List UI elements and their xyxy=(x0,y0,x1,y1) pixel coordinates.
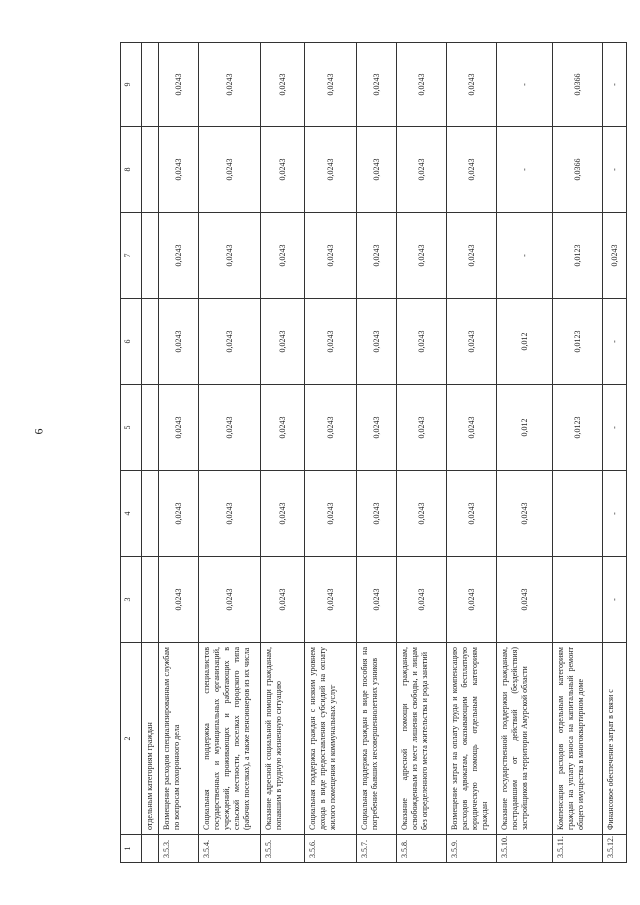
row-description: Компенсация расходов отдельным категориям граждан на уплату взноса на капитальный ремонт общего имущества в многоквартирном доме xyxy=(553,643,603,835)
value-cell: 0,0243 xyxy=(159,557,199,643)
value-cell: 0,0243 xyxy=(199,213,261,299)
column-header: 7 xyxy=(121,213,142,299)
row-code: 3.5.4. xyxy=(199,835,261,863)
value-cell xyxy=(553,471,603,557)
value-cell: - xyxy=(603,557,627,643)
value-cell: 0,0243 xyxy=(159,127,199,213)
value-cell: 0,0243 xyxy=(159,471,199,557)
value-cell: 0,0243 xyxy=(603,213,627,299)
table-row xyxy=(603,43,627,863)
value-cell: 0,0243 xyxy=(357,299,397,385)
column-header: 4 xyxy=(121,471,142,557)
value-cell xyxy=(142,557,159,643)
table-row xyxy=(159,43,199,863)
row-description: Оказание адресной помощи гражданам, освобожденным из мест лишения свободы, и лицам без определенного места жительства и рода занятий xyxy=(397,643,447,835)
table-row xyxy=(447,43,497,863)
column-header: 6 xyxy=(121,299,142,385)
row-description: Финансовое обеспечение затрат в связи с xyxy=(603,643,627,835)
row-code: 3.5.8. xyxy=(397,835,447,863)
value-cell: 0,0243 xyxy=(199,127,261,213)
value-cell: 0,0243 xyxy=(357,43,397,127)
value-cell: 0,0366 xyxy=(553,127,603,213)
value-cell: 0,0243 xyxy=(159,213,199,299)
column-header: 9 xyxy=(121,43,142,127)
row-code: 3.5.6. xyxy=(305,835,357,863)
value-cell: 0,012 xyxy=(497,299,553,385)
table-row xyxy=(199,43,261,863)
value-cell: 0,0243 xyxy=(305,43,357,127)
value-cell: - xyxy=(497,127,553,213)
row-code: 3.5.3. xyxy=(159,835,199,863)
row-description: Социальная поддержка граждан с низким уровнем дохода в виде предоставления субсидий на оплату жилого помещения и коммунальных услуг xyxy=(305,643,357,835)
value-cell: 0,0243 xyxy=(357,127,397,213)
column-header: 8 xyxy=(121,127,142,213)
value-cell: 0,0243 xyxy=(497,471,553,557)
value-cell xyxy=(142,213,159,299)
value-cell: 0,0243 xyxy=(261,385,305,471)
row-code: 3.5.10. xyxy=(497,835,553,863)
value-cell: 0,0243 xyxy=(397,127,447,213)
value-cell: 0,0243 xyxy=(397,471,447,557)
value-cell: 0,0243 xyxy=(397,557,447,643)
table-row xyxy=(142,43,159,863)
value-cell: 0,0243 xyxy=(159,43,199,127)
value-cell: 0,0243 xyxy=(305,557,357,643)
value-cell: 0,0123 xyxy=(553,213,603,299)
value-cell: 0,0243 xyxy=(261,43,305,127)
page-number: 6 xyxy=(31,428,46,435)
value-cell: 0,0243 xyxy=(397,299,447,385)
value-cell xyxy=(142,43,159,127)
value-cell: 0,0243 xyxy=(447,127,497,213)
value-cell: 0,012 xyxy=(497,385,553,471)
value-cell: 0,0243 xyxy=(305,471,357,557)
value-cell: 0,0243 xyxy=(199,43,261,127)
value-cell: 0,0243 xyxy=(447,385,497,471)
value-cell: - xyxy=(603,471,627,557)
value-cell: 0,0243 xyxy=(159,385,199,471)
value-cell: 0,0123 xyxy=(553,385,603,471)
value-cell xyxy=(142,385,159,471)
value-cell: 0,0243 xyxy=(305,299,357,385)
row-description: Оказание адресной социальной помощи гражданам, попавшим в трудную жизненную ситуацию xyxy=(261,643,305,835)
table-row xyxy=(261,43,305,863)
table-row xyxy=(357,43,397,863)
value-cell: - xyxy=(497,213,553,299)
value-cell: - xyxy=(603,385,627,471)
rotated-table-container xyxy=(120,43,620,863)
row-code: 3.5.9. xyxy=(447,835,497,863)
table-row xyxy=(397,43,447,863)
value-cell: 0,0243 xyxy=(261,127,305,213)
value-cell: 0,0243 xyxy=(447,43,497,127)
value-cell: 0,0243 xyxy=(305,127,357,213)
value-cell: - xyxy=(603,43,627,127)
value-cell: 0,0243 xyxy=(305,213,357,299)
column-header: 1 xyxy=(121,835,142,863)
value-cell: 0,0243 xyxy=(199,557,261,643)
row-description: Возмещение расходов специализированным службам по вопросам похоронного дела xyxy=(159,643,199,835)
table-row xyxy=(305,43,357,863)
row-description: Оказание государственной поддержки гражданам, пострадавшим от действий (бездействия) застройщиков на территории Амурской области xyxy=(497,643,553,835)
value-cell: 0,0243 xyxy=(447,471,497,557)
value-cell: 0,0243 xyxy=(447,557,497,643)
value-cell: 0,0243 xyxy=(199,385,261,471)
value-cell: 0,0243 xyxy=(261,557,305,643)
table-row xyxy=(497,43,553,863)
value-cell: 0,0243 xyxy=(357,213,397,299)
column-header: 3 xyxy=(121,557,142,643)
value-cell: 0,0243 xyxy=(199,299,261,385)
value-cell xyxy=(142,471,159,557)
value-cell: 0,0243 xyxy=(357,385,397,471)
value-cell: 0,0243 xyxy=(159,299,199,385)
value-cell xyxy=(142,127,159,213)
table-row xyxy=(553,43,603,863)
row-description: Социальная поддержка граждан в виде пособия на погребение бывших несовершеннолетних узников xyxy=(357,643,397,835)
value-cell: 0,0243 xyxy=(447,299,497,385)
value-cell: 0,0243 xyxy=(199,471,261,557)
row-code: 3.5.5. xyxy=(261,835,305,863)
value-cell: 0,0243 xyxy=(397,385,447,471)
value-cell: 0,0243 xyxy=(305,385,357,471)
value-cell: 0,0243 xyxy=(357,557,397,643)
row-description: Социальная поддержка специалистов государственных и муниципальных организаций, учреждений, проживающих и работающих в сельской местности, поселках городского типа (рабочих поселках), а также пенсионеров из их числа xyxy=(199,643,261,835)
value-cell: 0,0243 xyxy=(397,213,447,299)
value-cell: 0,0243 xyxy=(261,213,305,299)
value-cell xyxy=(553,557,603,643)
value-cell: 0,0243 xyxy=(357,471,397,557)
column-header: 2 xyxy=(121,643,142,835)
row-code xyxy=(142,835,159,863)
value-cell: 0,0243 xyxy=(397,43,447,127)
column-header: 5 xyxy=(121,385,142,471)
value-cell: 0,0243 xyxy=(261,299,305,385)
value-cell: 0,0243 xyxy=(447,213,497,299)
row-code: 3.5.12. xyxy=(603,835,627,863)
row-description: отдельным категориям граждан xyxy=(142,643,159,835)
value-cell: - xyxy=(603,127,627,213)
value-cell: 0,0243 xyxy=(497,557,553,643)
value-cell: - xyxy=(603,299,627,385)
value-cell: 0,0123 xyxy=(553,299,603,385)
value-cell xyxy=(142,299,159,385)
value-cell: 0,0366 xyxy=(553,43,603,127)
value-cell: - xyxy=(497,43,553,127)
budget-table xyxy=(120,42,627,863)
value-cell: 0,0243 xyxy=(261,471,305,557)
row-description: Возмещение затрат на оплату труда и компенсацию расходов адвокатам, оказывающим бесплатную юридическую помощь отдельным категориям граждан xyxy=(447,643,497,835)
header-row xyxy=(121,43,142,863)
row-code: 3.5.11. xyxy=(553,835,603,863)
row-code: 3.5.7. xyxy=(357,835,397,863)
